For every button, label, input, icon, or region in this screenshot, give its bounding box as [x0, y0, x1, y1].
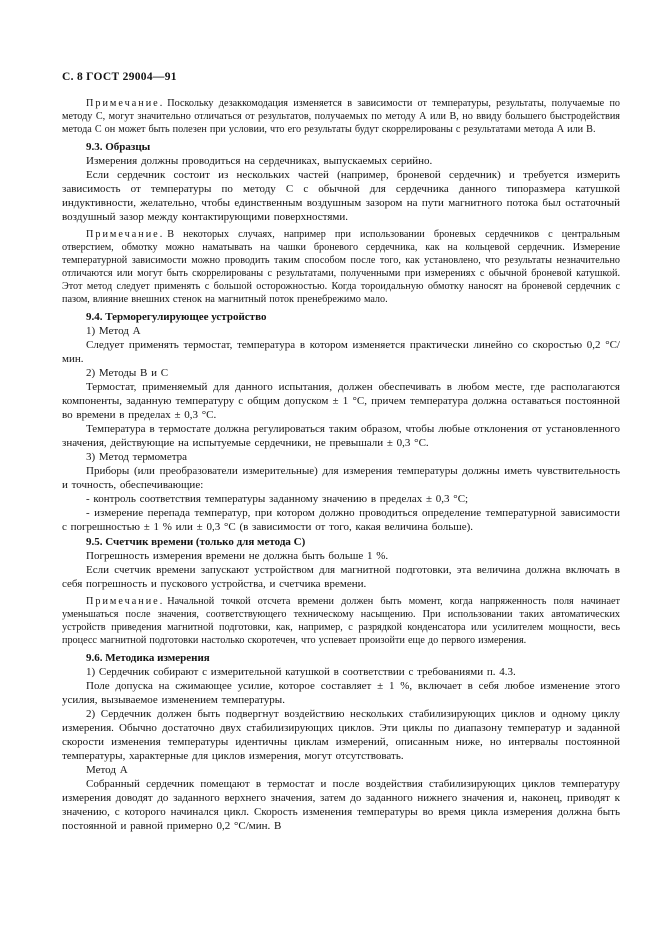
paragraph: Следует применять термостат, температура в котором изменяется практически линейно со скоростью 0,2 °С/мин.	[62, 339, 620, 365]
section-heading-9-5: 9.5. Счетчик времени (только для метода С)	[86, 536, 306, 548]
list-item-thermometer-method: 3) Метод термометра	[86, 451, 188, 463]
page-content	[62, 70, 620, 833]
note-paragraph	[62, 595, 620, 647]
paragraph: 1) Сердечник собирают с измерительной катушкой в соответствии с требованиями п. 4.3.	[86, 666, 516, 678]
list-item-method-a: 1) Метод А	[86, 325, 141, 337]
note-text: Начальной точкой отсчета времени должен быть момент, когда напряженность поля начинает уменьшаться после значения, соответствующего техническому насыщению. При использовании таких автоматических устройств приведения магнитной подготовки, как, например, с разрядкой конденсатора или усилителем мощности, весь процесс магнитной подготовки настолько скоротечен, что успевает произойти еще до первого измерения.	[62, 596, 620, 646]
dash-list-item: - измерение перепада температур, при котором должно проводиться определение температурной зависимости с погрешностью ± 1 % или ± 0,3 °С (в зависимости от того, какая величина больше).	[62, 507, 620, 533]
note-label: Примечание.	[86, 229, 165, 240]
note-text: В некоторых случаях, например при использовании броневых сердечников с центральным отверстием, обмотку можно наматывать на чашки броневого сердечника, как на кольцевой сердечник. Измерение температурной зависимости можно проводить таким способом после того, как установлено, что результаты незначительно отличаются или могут быть скоррелированы с результатами, полученными при измерениях с обычной броневой катушкой. Этот метод следует применять с большой осторожностью. Когда тороидальную обмотку наносят на броневой сердечник с пазом, влияние внешних стенок на магнитный поток пренебрежимо мало.	[62, 229, 620, 305]
section-heading-9-6: 9.6. Методика измерения	[86, 652, 210, 664]
section-heading-9-4: 9.4. Терморегулирующее устройство	[86, 311, 267, 323]
note-label: Примечание.	[86, 98, 165, 109]
paragraph: Если счетчик времени запускают устройством для магнитной подготовки, эта величина должна включать в себя погрешность и пускового устройства, и счетчика времени.	[62, 564, 620, 590]
paragraph: Погрешность измерения времени не должна быть больше 1 %.	[86, 550, 389, 562]
note-text: Поскольку дезаккомодация изменяется в зависимости от температуры, результаты, получаемые по методу С, могут значительно отличаться от результатов, получаемых по методу А или В, но ввиду большего быстродействия метода С он может быть полезен при условии, что его результаты будут скоррелированы с результатами метода А или В.	[62, 98, 620, 135]
paragraph: Термостат, применяемый для данного испытания, должен обеспечивать в любом месте, где располагаются компоненты, заданную температуру с общим допуском ± 1 °С, причем температура должна оставаться постоянной во времени в пределах ± 0,3 °С.	[62, 381, 620, 421]
paragraph: 2) Сердечник должен быть подвергнут воздействию нескольких стабилизирующих циклов и одному циклу измерения. Обычно достаточно двух стабилизирующих циклов. Эти циклы по диапазону температур и заданной скорости изменения температуры идентичны циклам измерений, описанным ниже, но интервалы постоянной температуры, характерные для циклов измерения, могут отсутствовать.	[62, 708, 620, 762]
note-label: Примечание.	[86, 596, 165, 607]
note-paragraph	[62, 228, 620, 306]
page-header: С. 8 ГОСТ 29004—91	[62, 71, 177, 83]
paragraph: Если сердечник состоит из нескольких частей (например, броневой сердечник) и требуется измерить зависимость от температуры по методу С с обычной для сердечника данного типоразмера катушкой индуктивности, желательно, чтобы единственным воздушным зазором на пути магнитного потока был остаточный воздушный зазор между контактирующими поверхностями.	[62, 169, 620, 223]
section-heading-9-3: 9.3. Образцы	[86, 141, 151, 153]
dash-list-item: - контроль соответствия температуры заданному значению в пределах ± 0,3 °С;	[86, 493, 469, 505]
paragraph: Измерения должны проводиться на сердечниках, выпускаемых серийно.	[86, 155, 433, 167]
paragraph: Поле допуска на сжимающее усилие, которое составляет ± 1 %, включает в себя любое изменение этого усилия, вызываемое изменением температуры.	[62, 680, 620, 706]
paragraph: Собранный сердечник помещают в термостат и после воздействия стабилизирующих циклов температуру измерения доводят до заданного верхнего значения, затем до заданного нижнего значения и, наконец, приводят к значению, с которого начинался цикл. Скорость изменения температуры во время цикла измерения должна быть постоянной и равной примерно 0,2 °С/мин. В	[62, 778, 620, 832]
paragraph: Приборы (или преобразователи измерительные) для измерения температуры должны иметь чувствительность и точность, обеспечивающие:	[62, 465, 620, 491]
subheading-method-a: Метод А	[86, 764, 128, 776]
note-paragraph	[62, 97, 620, 136]
paragraph: Температура в термостате должна регулироваться таким образом, чтобы любые отклонения от установленного значения, действующие на испытуемые сердечники, не превышали ± 0,3 °С.	[62, 423, 620, 449]
list-item-methods-b-c: 2) Методы В и С	[86, 367, 169, 379]
